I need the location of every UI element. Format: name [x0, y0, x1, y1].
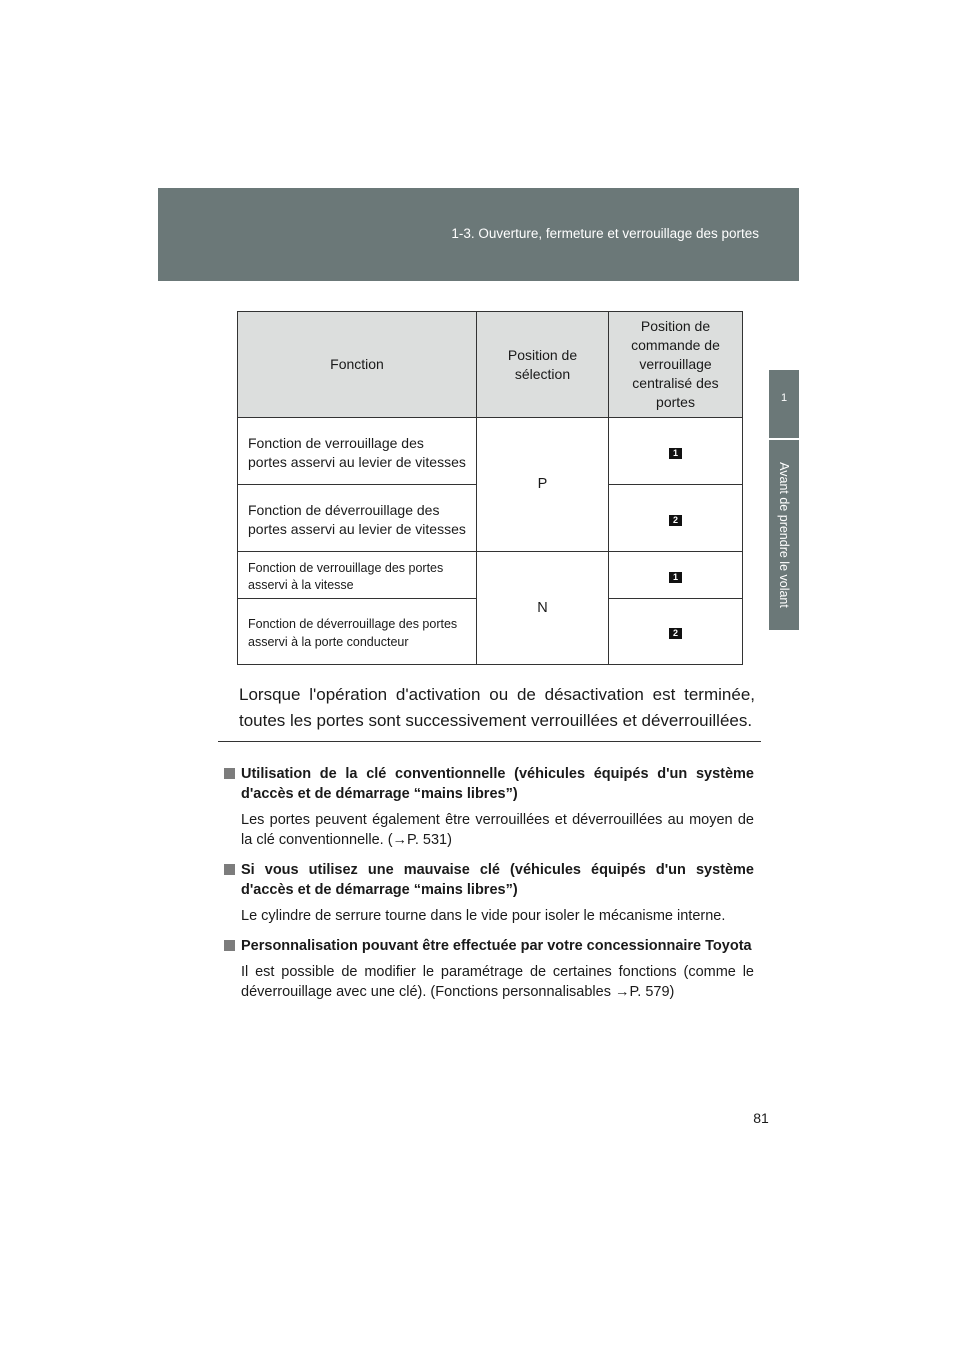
table-header-row [238, 312, 743, 418]
note-heading: Personnalisation pouvant être effectuée par votre concessionnaire Toyota [224, 936, 754, 956]
chapter-number: 1 [780, 392, 788, 404]
chapter-tab [769, 370, 799, 438]
chapter-label: Avant de prendre le volant [777, 462, 791, 608]
lock-switch-cell [609, 485, 743, 552]
note-body: Il est possible de modifier le paramétrage de certaines fonctions (comme le déverrouillage avec une clé). (Fonctions personnalisables →P. 579) [241, 964, 754, 1000]
lock-switch-cell [609, 418, 743, 485]
header-function: Fonction [238, 312, 477, 418]
section-divider [218, 741, 761, 742]
number-badge-icon: 1 [669, 448, 682, 459]
note-item [224, 936, 754, 1002]
square-bullet-icon [224, 940, 235, 951]
number-badge-icon: 2 [669, 515, 682, 526]
function-cell: Fonction de déverrouillage des portes asservi à la porte conducteur [238, 599, 477, 665]
note-heading: Utilisation de la clé conventionnelle (véhicules équipés d'un système d'accès et de démarrage “mains libres”) [224, 764, 754, 804]
function-cell: Fonction de verrouillage des portes asservi au levier de vitesses [238, 418, 477, 485]
function-cell: Fonction de verrouillage des portes asservi à la vitesse [238, 552, 477, 599]
header-lock-switch-position: Position de commande de verrouillage centralisé des portes [609, 312, 743, 418]
section-header-band [158, 188, 799, 281]
number-badge-icon: 1 [669, 572, 682, 583]
note-body: Le cylindre de serrure tourne dans le vide pour isoler le mécanisme interne. [241, 908, 726, 924]
note-body: Les portes peuvent également être verrouillées et déverrouillées au moyen de la clé conventionnelle. (→P. 531) [241, 812, 754, 848]
lock-switch-cell [609, 599, 743, 665]
section-title: 1-3. Ouverture, fermeture et verrouillage des portes [451, 226, 759, 241]
notes-section [224, 764, 754, 1012]
function-table [237, 311, 743, 665]
chapter-label-tab [769, 440, 799, 630]
lock-switch-cell [609, 552, 743, 599]
note-item [224, 860, 754, 926]
function-cell: Fonction de déverrouillage des portes asservi au levier de vitesses [238, 485, 477, 552]
square-bullet-icon [224, 768, 235, 779]
number-badge-icon: 2 [669, 628, 682, 639]
selector-position-cell: N [477, 552, 609, 665]
table-row [238, 552, 743, 599]
square-bullet-icon [224, 864, 235, 875]
header-selector-position: Position de sélection [477, 312, 609, 418]
table-row [238, 418, 743, 485]
note-heading: Si vous utilisez une mauvaise clé (véhicules équipés d'un système d'accès et de démarrage “mains libres”) [224, 860, 754, 900]
operation-complete-text: Lorsque l'opération d'activation ou de désactivation est terminée, toutes les portes sont successivement verrouillées et déverrouillées. [239, 685, 755, 730]
selector-position-cell: P [477, 418, 609, 552]
note-item [224, 764, 754, 850]
page-number: 81 [753, 1110, 769, 1126]
